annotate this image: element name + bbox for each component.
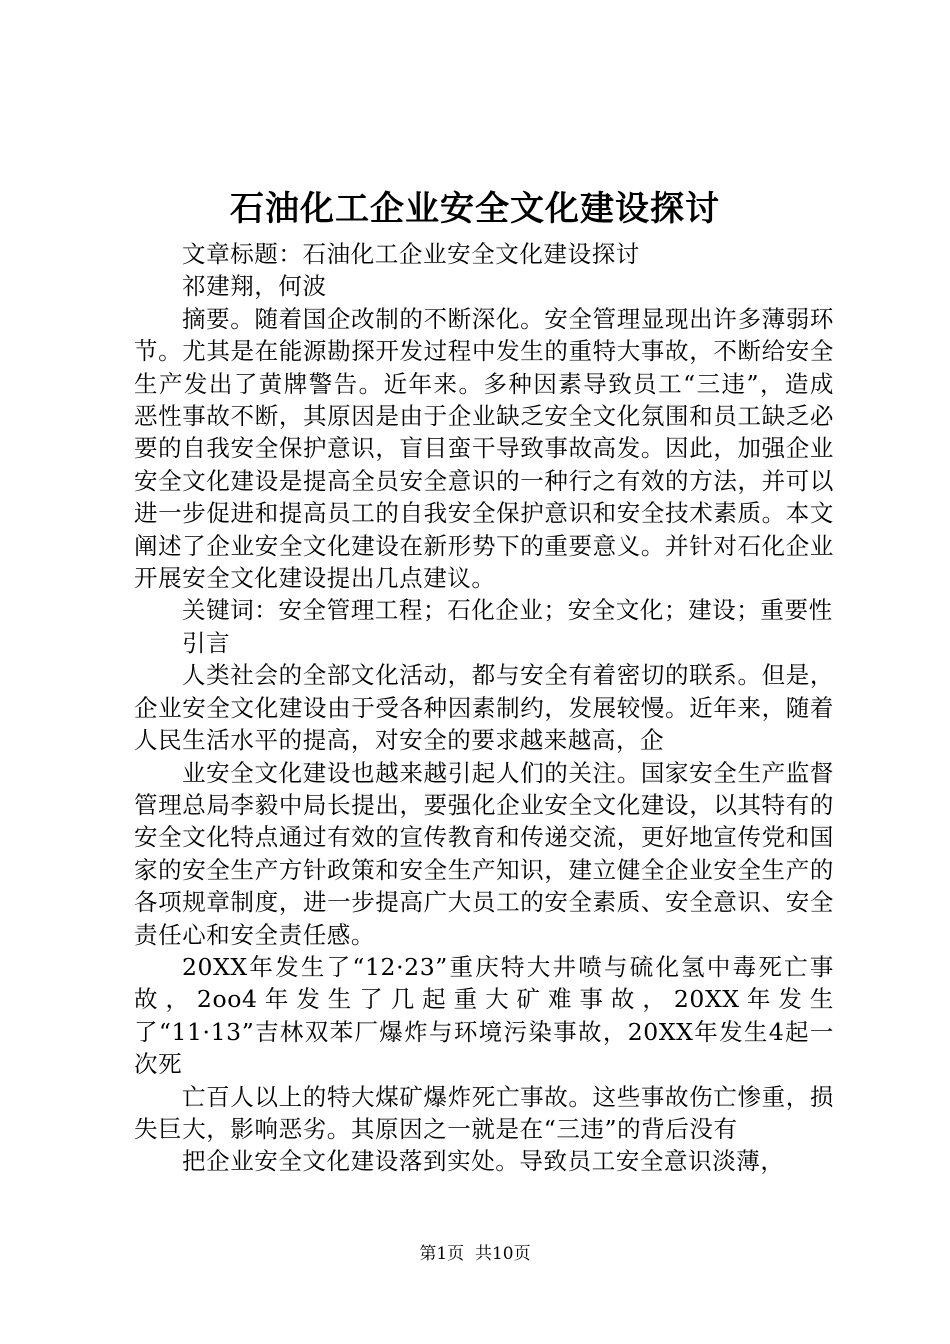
authors-line: 祁建翔，何波 xyxy=(182,272,327,301)
body-paragraph: 把企业安全文化建设落到实处。导致员工安全意识淡薄， xyxy=(182,1147,785,1176)
section-heading-introduction: 引言 xyxy=(182,628,231,657)
document-body xyxy=(134,238,834,1178)
body-paragraph: 人类社会的全部文化活动，都与安全有着密切的联系。但是，企业安全文化建设由于受各种因素制约，发展较慢。近年来，随着人民生活水平的提高，对安全的要求越来越高，企 xyxy=(134,661,834,755)
body-paragraph: 亡百人以上的特大煤矿爆炸死亡事故。这些事故伤亡惨重，损失巨大，影响恶劣。其原因之一就是在“三违”的背后没有 xyxy=(134,1082,834,1143)
article-title-line: 文章标题：石油化工企业安全文化建设探讨 xyxy=(182,240,640,268)
body-paragraph: 业安全文化建设也越来越引起人们的关注。国家安全生产监督管理总局李毅中局长提出，要强化企业安全文化建设，以其特有的安全文化特点通过有效的宣传教育和传递交流，更好地宣传党和国家的安全生产方针政策和安全生产知识，建立健全企业安全生产的各项规章制度，进一步提高广大员工的安全素质、安全意识、安全责任心和安全责任感。 xyxy=(134,758,834,949)
page-footer xyxy=(0,1243,950,1265)
keywords-paragraph: 关键词：安全管理工程；石化企业；安全文化；建设；重要性 xyxy=(182,596,833,625)
document-title: 石油化工企业安全文化建设探讨 xyxy=(230,189,720,229)
body-paragraph: 20XX年发生了“12·23”重庆特大井喷与硫化氢中毒死亡事故，2oo4年发生了几起重大矿难事故，20XX年发生了“11·13”吉林双苯厂爆炸与环境污染事故，20XX年发生4起一次死 xyxy=(134,952,834,1079)
abstract-paragraph: 摘要。随着国企改制的不断深化。安全管理显现出许多薄弱环节。尤其是在能源勘探开发过程中发生的重特大事故，不断给安全生产发出了黄牌警告。近年来。多种因素导致员工“三违”，造成恶性事故不断，其原因是由于企业缺乏安全文化氛围和员工缺乏必要的自我安全保护意识，盲目蛮干导致事故高发。因此，加强企业安全文化建设是提高全员安全意识的一种行之有效的方法，并可以进一步促进和提高员工的自我安全保护意识和安全技术素质。本文阐述了企业安全文化建设在新形势下的重要意义。并针对石化企业开展安全文化建设提出几点建议。 xyxy=(134,304,834,593)
page-number: 第1页 共10页 xyxy=(419,1244,531,1264)
